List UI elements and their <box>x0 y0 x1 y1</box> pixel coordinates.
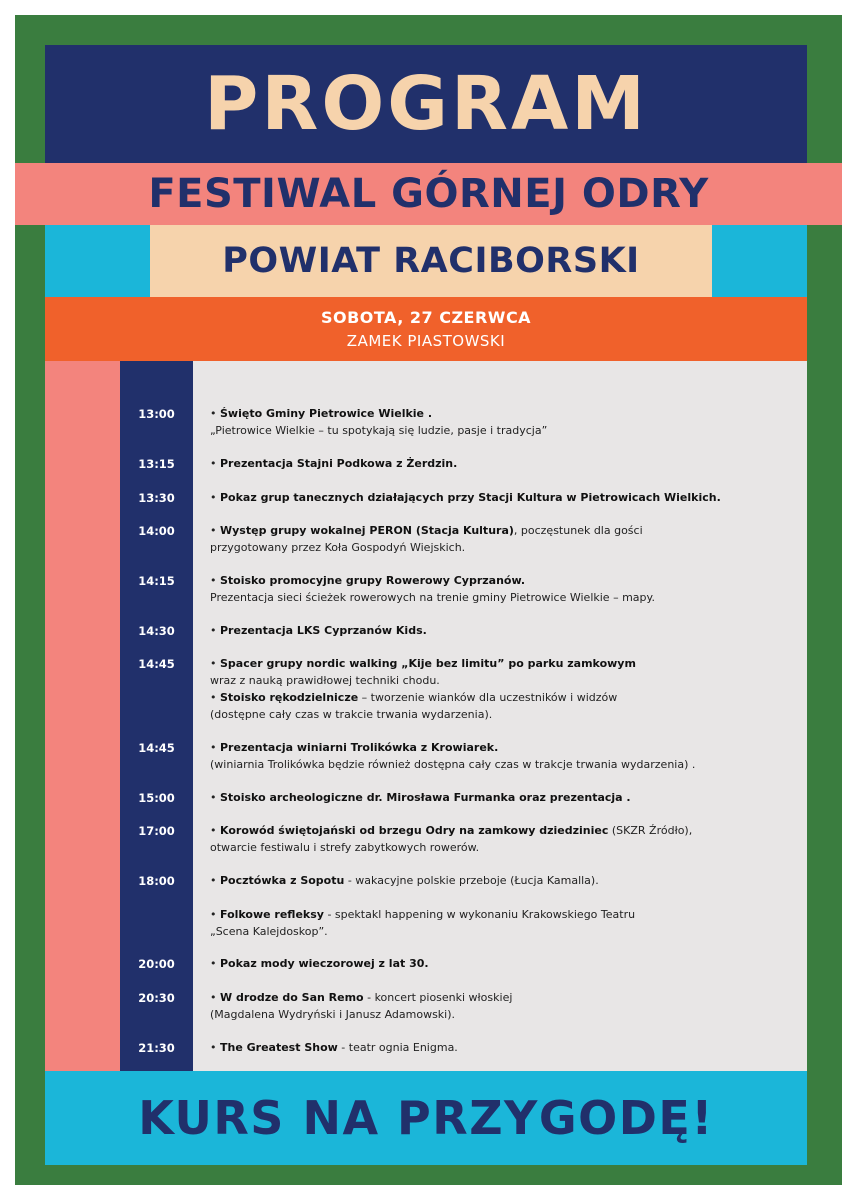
schedule-event-title: Pocztówka z Sopotu <box>220 874 345 887</box>
bullet-icon: • <box>210 1041 220 1054</box>
schedule-event-title: Pokaz mody wieczorowej z lat 30. <box>220 957 429 970</box>
schedule-line <box>210 522 785 539</box>
schedule-line <box>210 455 785 472</box>
bullet-icon: • <box>210 624 220 637</box>
schedule-description <box>210 906 785 940</box>
schedule-description <box>210 455 785 472</box>
schedule-event-title: Spacer grupy nordic walking „Kije bez limitu” po parku zamkowym <box>220 657 636 670</box>
schedule-time: 13:00 <box>138 407 175 421</box>
schedule-event-title: W drodze do San Remo <box>220 991 364 1004</box>
bullet-icon: • <box>210 908 220 921</box>
schedule-time: 21:30 <box>138 1041 175 1055</box>
schedule-line <box>210 955 785 972</box>
schedule-time: 18:00 <box>138 874 175 888</box>
schedule-line <box>210 822 785 839</box>
schedule-event-title: Święto Gminy Pietrowice Wielkie . <box>220 407 433 420</box>
schedule-panel <box>45 361 807 1071</box>
bullet-icon: • <box>210 741 220 754</box>
schedule-description <box>210 955 785 972</box>
bullet-icon: • <box>210 991 220 1004</box>
schedule-line <box>210 622 785 639</box>
schedule-line: Prezentacja sieci ścieżek rowerowych na trenie gminy Pietrowice Wielkie – mapy. <box>210 591 655 604</box>
schedule-description <box>210 572 785 606</box>
schedule-time: 20:00 <box>138 957 175 971</box>
schedule-time: 20:30 <box>138 991 175 1005</box>
schedule-line <box>210 572 785 589</box>
schedule-line: (dostępne cały czas w trakcie trwania wydarzenia). <box>210 708 493 721</box>
bullet-icon: • <box>210 407 220 420</box>
event-venue: ZAMEK PIASTOWSKI <box>346 332 506 350</box>
schedule-line <box>210 405 785 422</box>
bullet-icon: • <box>210 457 220 470</box>
schedule-line: otwarcie festiwalu i strefy zabytkowych rowerów. <box>210 841 480 854</box>
schedule-event-title: Występ grupy wokalnej PERON (Stacja Kultura) <box>220 524 514 537</box>
slogan-band <box>45 1071 807 1165</box>
page-title: PROGRAM <box>204 61 648 147</box>
bullet-icon: • <box>210 824 220 837</box>
schedule-description <box>210 405 785 439</box>
schedule-line: (winiarnia Trolikówka będzie również dostępna cały czas w trakcje trwania wydarzenia) . <box>210 758 696 771</box>
schedule-time: 14:45 <box>138 741 175 755</box>
bullet-icon: • <box>210 957 220 970</box>
event-date: SOBOTA, 27 CZERWCA <box>320 308 532 327</box>
schedule-line <box>210 655 785 672</box>
schedule-event-detail: – tworzenie wianków dla uczestników i widzów <box>358 691 618 704</box>
title-band <box>45 45 807 163</box>
festival-name: FESTIWAL GÓRNEJ ODRY <box>148 171 709 217</box>
region-label-box <box>150 225 712 297</box>
schedule-event-title: Stoisko archeologiczne dr. Mirosława Furmanka oraz prezentacja . <box>220 791 631 804</box>
schedule-event-title: Korowód świętojański od brzegu Odry na zamkowy dziedziniec <box>220 824 609 837</box>
schedule-event-title: Folkowe refleksy <box>220 908 324 921</box>
schedule-description <box>210 989 785 1023</box>
schedule-line <box>210 739 785 756</box>
bullet-icon: • <box>210 657 220 670</box>
schedule-event-title: Stoisko promocyjne grupy Rowerowy Cyprzanów. <box>220 574 526 587</box>
schedule-event-detail: , poczęstunek dla gości <box>513 524 643 537</box>
schedule-time: 13:30 <box>138 491 175 505</box>
schedule-description <box>210 1039 785 1056</box>
schedule-pink-strip <box>45 361 120 1071</box>
schedule-description <box>210 489 785 506</box>
schedule-description <box>210 822 785 856</box>
schedule-time: 15:00 <box>138 791 175 805</box>
schedule-line: „Scena Kalejdoskop”. <box>210 925 328 938</box>
schedule-line <box>210 689 785 706</box>
schedule-event-title: Prezentacja winiarni Trolikówka z Krowiarek. <box>220 741 499 754</box>
schedule-line <box>210 1039 785 1056</box>
schedule-event-detail: - spektakl happening w wykonaniu Krakowskiego Teatru <box>323 908 636 921</box>
schedule-time: 13:15 <box>138 457 175 471</box>
bullet-icon: • <box>210 874 220 887</box>
region-name: POWIAT RACIBORSKI <box>222 241 640 281</box>
schedule-event-title: Prezentacja LKS Cyprzanów Kids. <box>220 624 427 637</box>
schedule-time: 14:30 <box>138 624 175 638</box>
region-band-cyan-left <box>45 225 150 297</box>
festival-band <box>15 163 842 225</box>
schedule-description <box>210 739 785 773</box>
region-band <box>15 225 842 297</box>
schedule-event-title: Stoisko rękodzielnicze <box>220 691 359 704</box>
schedule-event-title: The Greatest Show <box>220 1041 338 1054</box>
schedule-event-detail: (SKZR Źródło), <box>608 824 693 837</box>
bullet-icon: • <box>210 524 220 537</box>
schedule-line <box>210 989 785 1006</box>
bullet-icon: • <box>210 791 220 804</box>
schedule-time: 14:45 <box>138 657 175 671</box>
schedule-event-title: Pokaz grup tanecznych działających przy Stacji Kultura w Pietrowicach Wielkich. <box>220 491 721 504</box>
schedule-line <box>210 789 785 806</box>
schedule-event-detail: - teatr ognia Enigma. <box>337 1041 458 1054</box>
schedule-event-detail: - wakacyjne polskie przeboje (Łucja Kamalla). <box>344 874 599 887</box>
schedule-event-detail: - koncert piosenki włoskiej <box>363 991 513 1004</box>
schedule-description <box>210 789 785 806</box>
bullet-icon: • <box>210 691 220 704</box>
schedule-line: przygotowany przez Koła Gospodyń Wiejskich. <box>210 541 466 554</box>
schedule-description <box>210 622 785 639</box>
schedule-line: wraz z nauką prawidłowej techniki chodu. <box>210 674 440 687</box>
schedule-description <box>210 522 785 556</box>
schedule-description <box>210 872 785 889</box>
schedule-time: 17:00 <box>138 824 175 838</box>
schedule-line <box>210 872 785 889</box>
date-band <box>45 297 807 361</box>
schedule-time: 14:15 <box>138 574 175 588</box>
schedule-line <box>210 489 785 506</box>
schedule-description <box>210 655 785 723</box>
bullet-icon: • <box>210 574 220 587</box>
schedule-line: „Pietrowice Wielkie – tu spotykają się ludzie, pasje i tradycja” <box>210 424 548 437</box>
region-band-cyan-right <box>712 225 807 297</box>
bullet-icon: • <box>210 491 220 504</box>
schedule-line: (Magdalena Wydryński i Janusz Adamowski). <box>210 1008 456 1021</box>
slogan: KURS NA PRZYGODĘ! <box>138 1091 714 1145</box>
schedule-time: 14:00 <box>138 524 175 538</box>
schedule-event-title: Prezentacja Stajni Podkowa z Żerdzin. <box>220 457 458 470</box>
schedule-line <box>210 906 785 923</box>
poster-frame <box>15 15 842 1185</box>
